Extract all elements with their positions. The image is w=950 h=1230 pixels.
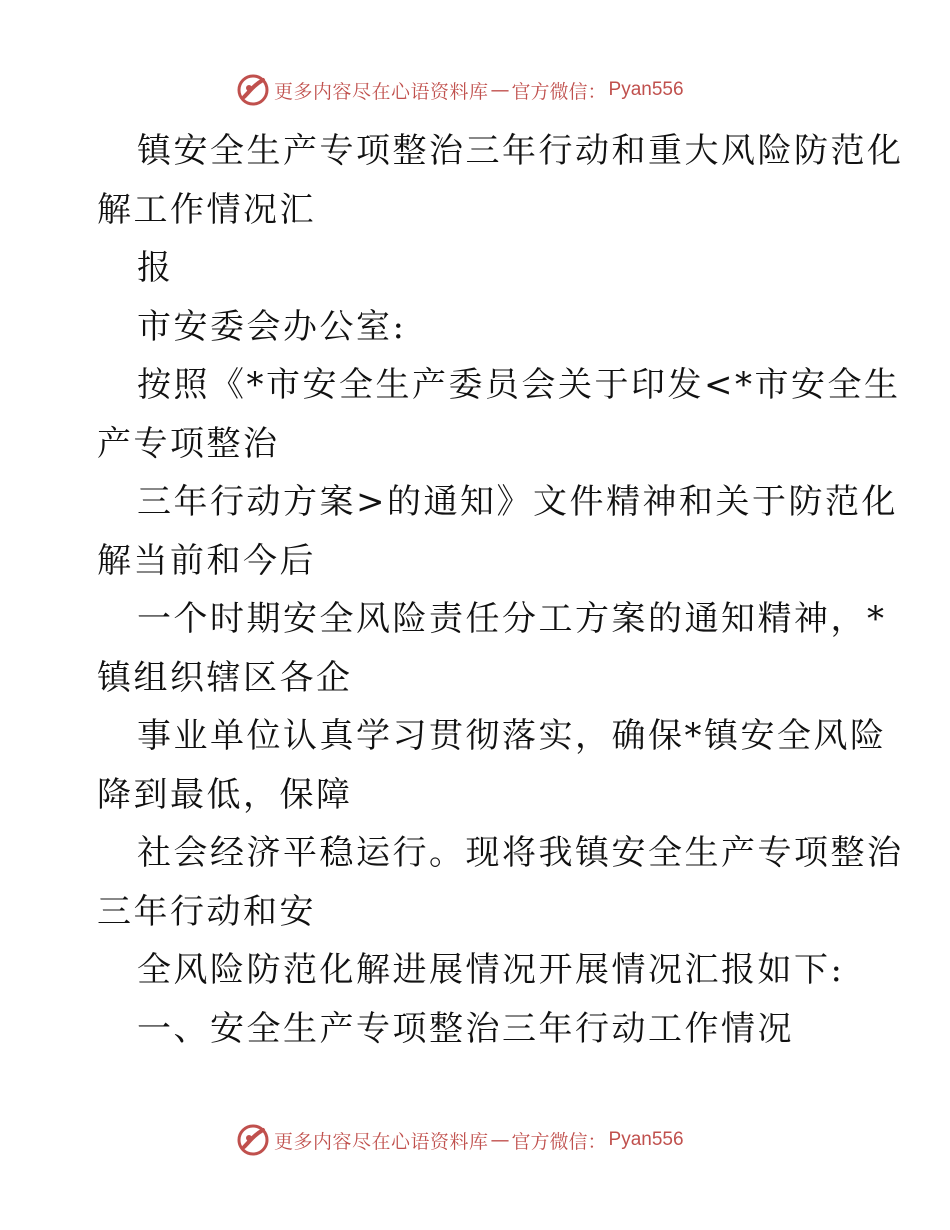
footer-banner <box>236 1120 756 1160</box>
text-line: 全风险防范化解进展情况开展情况汇报如下: <box>137 950 845 990</box>
text-line: 报 <box>137 248 174 288</box>
text-line: 三年行动方案>的通知》文件精神和关于防范化 <box>137 482 898 522</box>
banner-wechat-id: Pyan556 <box>608 1129 684 1150</box>
header-banner <box>236 70 756 110</box>
banner-separator: — <box>490 1129 510 1151</box>
section-heading: 一、安全生产专项整治三年行动工作情况 <box>137 1008 794 1049</box>
text-line: 降到最低，保障 <box>97 774 353 815</box>
banner-promo-text: 更多内容尽在心语资料库 <box>274 80 489 103</box>
text-line: 解当前和今后 <box>97 540 316 581</box>
text-line: 产专项整治 <box>97 423 280 464</box>
text-line: 一个时期安全风险责任分工方案的通知精神，* <box>137 599 887 639</box>
text-line: 镇安全生产专项整治三年行动和重大风险防范化 <box>137 131 904 171</box>
text-line: 市安委会办公室: <box>137 306 407 347</box>
banner-wechat-label: 官方微信： <box>511 80 607 103</box>
banner-promo-text: 更多内容尽在心语资料库 <box>274 1130 489 1153</box>
banner-wechat-label: 官方微信： <box>511 1130 607 1153</box>
banner-separator: — <box>490 79 510 101</box>
text-line: 解工作情况汇 <box>97 189 316 230</box>
text-line: 事业单位认真学习贯彻落实，确保*镇安全风险 <box>137 716 887 756</box>
banner-wechat-id: Pyan556 <box>608 79 684 100</box>
brush-logo-icon <box>236 1123 270 1157</box>
text-line: 按照《*市安全生产委员会关于印发<*市安全生 <box>137 365 901 405</box>
brush-logo-icon <box>236 73 270 107</box>
text-line: 三年行动和安 <box>97 891 316 932</box>
text-line: 镇组织辖区各企 <box>97 657 353 698</box>
text-line: 社会经济平稳运行。现将我镇安全生产专项整治 <box>137 833 904 873</box>
document-body <box>97 122 904 1058</box>
